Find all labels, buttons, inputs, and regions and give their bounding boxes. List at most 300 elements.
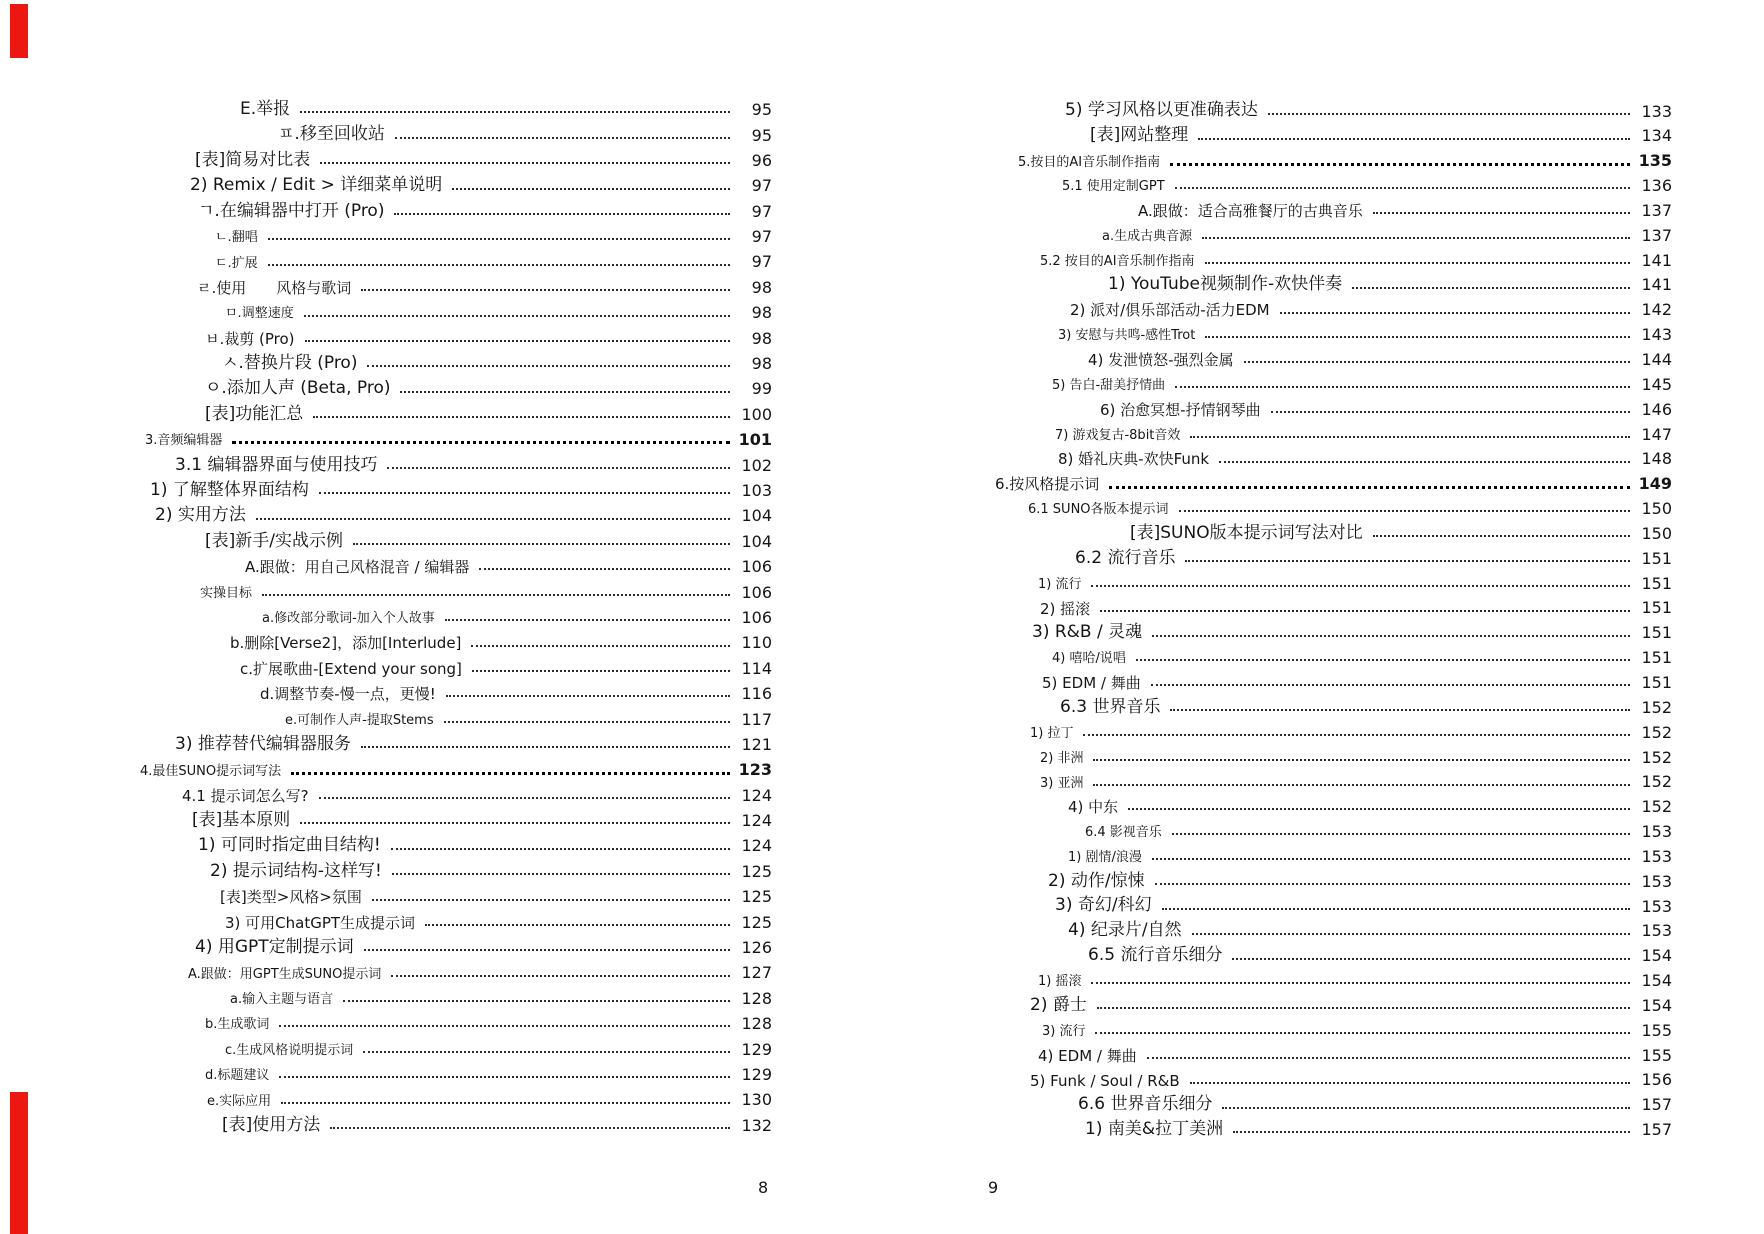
toc-entry xyxy=(995,194,1672,219)
toc-entry xyxy=(995,294,1672,319)
toc-page-number: 147 xyxy=(1641,424,1672,444)
toc-entry-title: 4) 嘻哈/说唱 xyxy=(1052,651,1126,667)
toc-page-number: 114 xyxy=(741,658,772,678)
toc-entry xyxy=(995,890,1672,915)
toc-page-number: 152 xyxy=(1641,797,1672,817)
right-page-number: 9 xyxy=(988,1178,999,1197)
toc-page-number: 116 xyxy=(741,684,772,704)
toc-entry xyxy=(138,677,772,702)
toc-page-number: 129 xyxy=(741,1064,772,1084)
toc-entry xyxy=(995,443,1672,468)
toc-page-number: 154 xyxy=(1641,946,1672,966)
toc-entry xyxy=(138,855,772,880)
toc-entry-title: 3.1 编辑器界面与使用技巧 xyxy=(175,454,378,475)
dotted-leader xyxy=(1233,1131,1630,1133)
toc-entry xyxy=(995,940,1672,965)
toc-page-number: 95 xyxy=(751,125,772,145)
toc-entry xyxy=(995,915,1672,940)
toc-page-number: 149 xyxy=(1638,474,1672,494)
left-page-number: 8 xyxy=(758,1178,769,1197)
toc-entry xyxy=(138,931,772,956)
toc-entry-title: ㅍ.移至回收站 xyxy=(278,124,385,145)
toc-entry xyxy=(138,195,772,220)
toc-entry xyxy=(138,1083,772,1108)
toc-page-number: 132 xyxy=(741,1115,772,1135)
toc-entry xyxy=(995,716,1672,741)
toc-page-number: 126 xyxy=(741,938,772,958)
toc-entry-title: 3) 推荐替代编辑器服务 xyxy=(175,733,351,754)
dotted-leader xyxy=(1202,237,1630,239)
toc-page-number: 97 xyxy=(751,176,772,196)
dotted-leader xyxy=(1271,411,1630,413)
toc-entry-title: ㅇ.添加人声 (Beta, Pro) xyxy=(205,378,391,399)
toc-page-number: 103 xyxy=(741,480,772,500)
red-edge-mark-top xyxy=(10,4,28,58)
toc-entry-title: 1) 南美&拉丁美洲 xyxy=(1085,1119,1224,1140)
toc-entry xyxy=(138,93,772,118)
toc-entry-title: 1) 剧情/浪漫 xyxy=(1068,850,1142,866)
toc-page-number: 98 xyxy=(751,328,772,348)
toc-page-number: 148 xyxy=(1641,449,1672,469)
toc-entry-title: E.举报 xyxy=(240,99,291,120)
toc-page-number: 152 xyxy=(1641,747,1672,767)
toc-page-number: 124 xyxy=(741,836,772,856)
toc-entry xyxy=(138,550,772,575)
toc-entry xyxy=(138,753,772,778)
toc-entry-title: 2) 实用方法 xyxy=(155,505,246,526)
dotted-leader xyxy=(394,213,730,215)
toc-entry xyxy=(138,499,772,524)
toc-entry-title: c.扩展歌曲-[Extend your song] xyxy=(240,659,462,678)
toc-entry xyxy=(138,144,772,169)
dotted-leader xyxy=(268,264,730,266)
dotted-leader xyxy=(281,1102,730,1104)
toc-entry-title: 2) Remix / Edit > 详细菜单说明 xyxy=(190,175,443,196)
dotted-leader xyxy=(1152,858,1630,860)
dotted-leader xyxy=(279,1076,730,1078)
toc-entry xyxy=(995,319,1672,344)
toc-entry-title: 5) 学习风格以更准确表达 xyxy=(1065,100,1258,121)
toc-entry-title: ㅁ.调整速度 xyxy=(225,306,294,322)
toc-page-number: 137 xyxy=(1641,200,1672,220)
dotted-leader xyxy=(1097,1007,1630,1009)
toc-entry-title: 6.6 世界音乐细分 xyxy=(1078,1094,1213,1115)
toc-entry xyxy=(995,865,1672,890)
toc-page-number: 152 xyxy=(1641,772,1672,792)
toc-entry xyxy=(138,525,772,550)
dotted-leader xyxy=(304,315,730,317)
toc-entry-title: 6.1 SUNO各版本提示词 xyxy=(1028,502,1169,518)
toc-page-number: 150 xyxy=(1641,523,1672,543)
dotted-leader xyxy=(391,975,730,977)
toc-page-number: 135 xyxy=(1638,151,1672,171)
toc-entry-title: ㄹ.使用 风格与歌词 xyxy=(197,278,352,297)
dotted-leader xyxy=(1136,659,1630,661)
toc-page-number: 98 xyxy=(751,303,772,323)
toc-entry xyxy=(138,728,772,753)
dotted-leader xyxy=(1198,138,1630,140)
toc-entry xyxy=(995,989,1672,1014)
dotted-leader xyxy=(262,594,730,596)
toc-page-number: 151 xyxy=(1641,598,1672,618)
dotted-leader xyxy=(1155,883,1630,885)
toc-entry xyxy=(995,840,1672,865)
toc-entry-title: 8) 婚礼庆典-欢快Funk xyxy=(1058,450,1210,469)
toc-entry-title: 1) 了解整体界面结构 xyxy=(150,479,309,500)
dotted-leader xyxy=(320,162,730,164)
toc-page-number: 151 xyxy=(1641,548,1672,568)
toc-page-number: 123 xyxy=(738,760,772,780)
toc-page-number: 124 xyxy=(741,785,772,805)
toc-page-number: 106 xyxy=(741,557,772,577)
toc-page-number: 128 xyxy=(741,988,772,1008)
toc-page-number: 153 xyxy=(1641,822,1672,842)
dotted-leader xyxy=(425,924,730,926)
toc-entry-title: 6.5 流行音乐细分 xyxy=(1088,945,1223,966)
toc-entry-title: a.输入主题与语言 xyxy=(230,992,334,1008)
dotted-leader xyxy=(1091,585,1630,587)
toc-page-number: 153 xyxy=(1641,846,1672,866)
toc-entry-title: b.删除[Verse2]，添加[Interlude] xyxy=(230,634,462,653)
toc-page-number: 121 xyxy=(741,734,772,754)
toc-entry xyxy=(995,145,1672,170)
dotted-leader xyxy=(367,365,730,367)
dotted-leader xyxy=(319,797,730,799)
toc-entry xyxy=(995,1014,1672,1039)
toc-entry-title: A.跟做：用GPT生成SUNO提示词 xyxy=(188,966,382,982)
toc-page-number: 151 xyxy=(1641,648,1672,668)
toc-page-number: 155 xyxy=(1641,1020,1672,1040)
toc-entry xyxy=(995,493,1672,518)
toc-entry-title: 3) R&B / 灵魂 xyxy=(1032,622,1143,643)
toc-entry-title: 1) YouTube视频制作-欢快伴奏 xyxy=(1108,274,1343,295)
toc-entry xyxy=(138,652,772,677)
dotted-leader xyxy=(1185,560,1630,562)
toc-entry xyxy=(995,567,1672,592)
toc-page-number: 102 xyxy=(741,455,772,475)
toc-entry xyxy=(995,1114,1672,1139)
toc-entry xyxy=(995,691,1672,716)
dotted-leader xyxy=(479,568,730,570)
dotted-leader xyxy=(1162,908,1630,910)
dotted-leader xyxy=(452,188,730,190)
toc-entry-title: 5.按目的AI音乐制作指南 xyxy=(1018,154,1161,170)
dotted-leader xyxy=(279,1025,730,1027)
toc-entry-title: 6.按风格提示词 xyxy=(995,475,1100,494)
toc-entry xyxy=(138,880,772,905)
dotted-leader xyxy=(361,746,730,748)
toc-page-number: 95 xyxy=(751,100,772,120)
toc-entry-title: 实操目标 xyxy=(200,585,253,601)
toc-page-number: 104 xyxy=(741,506,772,526)
dotted-leader xyxy=(1219,461,1630,463)
dotted-leader xyxy=(1083,734,1630,736)
toc-entry-title: d.调整节奏-慢一点，更慢! xyxy=(260,685,436,704)
toc-entry xyxy=(138,271,772,296)
dotted-leader xyxy=(1205,262,1630,264)
dotted-leader xyxy=(268,238,730,240)
toc-entry xyxy=(995,666,1672,691)
toc-entry xyxy=(995,542,1672,567)
toc-page-number: 106 xyxy=(741,582,772,602)
toc-page-number: 97 xyxy=(751,227,772,247)
toc-page-number: 141 xyxy=(1641,275,1672,295)
toc-entry xyxy=(138,575,772,600)
toc-page-number: 150 xyxy=(1641,499,1672,519)
dotted-leader xyxy=(1280,312,1630,314)
toc-entry-title: 5.2 按目的AI音乐制作指南 xyxy=(1040,253,1195,269)
toc-entry-title: A.跟做：适合高雅餐厅的古典音乐 xyxy=(1138,202,1363,221)
toc-entry xyxy=(138,779,772,804)
toc-entry xyxy=(138,804,772,829)
toc-page-number: 133 xyxy=(1641,101,1672,121)
toc-page-number: 134 xyxy=(1641,126,1672,146)
dotted-leader xyxy=(391,848,730,850)
toc-page-number: 154 xyxy=(1641,971,1672,991)
dotted-leader xyxy=(1192,933,1630,935)
dotted-leader xyxy=(319,492,730,494)
dotted-leader xyxy=(1373,212,1630,214)
toc-entry xyxy=(995,1089,1672,1114)
toc-entry-title: 1) 拉丁 xyxy=(1030,725,1074,741)
toc-page-number: 145 xyxy=(1641,374,1672,394)
toc-entry xyxy=(995,617,1672,642)
red-edge-mark-bottom xyxy=(10,1092,28,1234)
dotted-leader xyxy=(364,949,730,951)
toc-entry xyxy=(138,220,772,245)
dotted-leader xyxy=(1190,436,1630,438)
toc-entry-title: b.生成歌词 xyxy=(205,1017,270,1033)
toc-entry xyxy=(995,368,1672,393)
toc-page-number: 98 xyxy=(751,354,772,374)
toc-entry xyxy=(995,120,1672,145)
toc-page-number: 125 xyxy=(741,887,772,907)
dotted-leader xyxy=(446,695,730,697)
toc-entry xyxy=(995,965,1672,990)
dotted-leader xyxy=(1093,784,1630,786)
toc-entry xyxy=(138,1058,772,1083)
dotted-leader xyxy=(1152,635,1630,637)
toc-entry-title: [表]功能汇总 xyxy=(205,403,304,424)
toc-page-number: 157 xyxy=(1641,1095,1672,1115)
toc-entry-title: 6) 治愈冥想-抒情钢琴曲 xyxy=(1100,400,1261,419)
toc-entry-title: 4.1 提示词怎么写? xyxy=(182,786,309,805)
toc-entry-title: 1) 流行 xyxy=(1038,576,1082,592)
toc-entry xyxy=(995,468,1672,493)
toc-entry-title: 5.1 使用定制GPT xyxy=(1062,179,1165,195)
dotted-leader xyxy=(1172,833,1630,835)
toc-entry xyxy=(138,169,772,194)
toc-entry xyxy=(995,1064,1672,1089)
toc-entry-title: [表]基本原则 xyxy=(192,809,291,830)
toc-entry-title: 5) 告白-甜美抒情曲 xyxy=(1052,378,1166,394)
toc-column-right xyxy=(995,95,1672,1138)
toc-entry xyxy=(995,269,1672,294)
toc-page-number: 125 xyxy=(741,861,772,881)
dotted-leader xyxy=(1128,808,1630,810)
dotted-leader xyxy=(1151,684,1630,686)
toc-entry xyxy=(138,245,772,270)
dotted-leader xyxy=(1190,1082,1630,1084)
toc-page-number: 98 xyxy=(751,277,772,297)
toc-page-number: 151 xyxy=(1641,672,1672,692)
dotted-leader xyxy=(395,137,730,139)
toc-page-number: 99 xyxy=(751,379,772,399)
toc-page-number: 96 xyxy=(751,150,772,170)
toc-page-number: 130 xyxy=(741,1090,772,1110)
toc-entry xyxy=(138,956,772,981)
toc-entry xyxy=(995,244,1672,269)
toc-entry xyxy=(995,791,1672,816)
dotted-leader xyxy=(392,873,730,875)
dotted-leader xyxy=(471,645,730,647)
toc-page-number: 104 xyxy=(741,531,772,551)
dotted-leader xyxy=(353,543,730,545)
toc-page-number: 110 xyxy=(741,633,772,653)
dotted-leader xyxy=(444,721,730,723)
dotted-leader xyxy=(363,1051,730,1053)
toc-entry xyxy=(138,601,772,626)
toc-page-number: 106 xyxy=(741,607,772,627)
toc-column-left xyxy=(138,93,772,1134)
dotted-leader xyxy=(372,899,730,901)
toc-page-number: 143 xyxy=(1641,325,1672,345)
toc-entry xyxy=(995,418,1672,443)
toc-entry-title: ㅂ.裁剪 (Pro) xyxy=(205,329,295,348)
toc-entry xyxy=(138,118,772,143)
toc-entry-title: a.生成古典音源 xyxy=(1102,229,1193,245)
toc-entry-title: ㅅ.替换片段 (Pro) xyxy=(222,352,358,373)
toc-page-number: 101 xyxy=(738,430,772,450)
toc-entry-title: e.实际应用 xyxy=(207,1093,272,1109)
toc-entry xyxy=(138,702,772,727)
toc-entry-title: 3) 奇幻/科幻 xyxy=(1055,895,1152,916)
toc-entry xyxy=(995,393,1672,418)
toc-page-number: 153 xyxy=(1641,896,1672,916)
dotted-leader xyxy=(445,619,730,621)
toc-entry-title: 3) 安慰与共鸣-感性Trot xyxy=(1058,328,1196,344)
toc-page-number: 152 xyxy=(1641,697,1672,717)
toc-entry-title: [表]简易对比表 xyxy=(195,149,311,170)
toc-page-number: 137 xyxy=(1641,225,1672,245)
dotted-leader xyxy=(313,416,730,418)
dotted-leader xyxy=(1095,1032,1630,1034)
toc-entry xyxy=(995,1039,1672,1064)
toc-page-number: 124 xyxy=(741,811,772,831)
dotted-leader xyxy=(1109,486,1630,489)
toc-entry xyxy=(995,170,1672,195)
toc-entry-title: [表]类型>风格>氛围 xyxy=(220,888,362,907)
dotted-leader xyxy=(1093,759,1630,761)
dotted-leader xyxy=(256,518,730,520)
dotted-leader xyxy=(1175,386,1630,388)
toc-entry-title: 4) 中东 xyxy=(1068,798,1119,817)
toc-entry xyxy=(995,642,1672,667)
toc-entry-title: a.修改部分歌词-加入个人故事 xyxy=(262,611,435,627)
dotted-leader xyxy=(1179,510,1630,512)
toc-entry-title: ㄱ.在编辑器中打开 (Pro) xyxy=(198,200,385,221)
toc-entry-title: [表]网站整理 xyxy=(1090,125,1189,146)
toc-entry xyxy=(138,398,772,423)
dotted-leader xyxy=(361,289,730,291)
toc-entry-title: 6.3 世界音乐 xyxy=(1060,696,1161,717)
toc-entry-title: 5) Funk / Soul / R&B xyxy=(1030,1071,1180,1090)
toc-entry-title: [表]新手/实战示例 xyxy=(205,530,343,551)
toc-entry-title: 4) 发泄愤怒-强烈金属 xyxy=(1088,351,1234,370)
toc-page-number: 156 xyxy=(1641,1070,1672,1090)
dotted-leader xyxy=(343,1000,730,1002)
toc-entry xyxy=(138,1007,772,1032)
dotted-leader xyxy=(1175,187,1630,189)
toc-entry-title: 2) 动作/惊悚 xyxy=(1048,870,1145,891)
dotted-leader xyxy=(1147,1057,1630,1059)
toc-entry-title: 3) 流行 xyxy=(1042,1024,1086,1040)
dotted-leader xyxy=(387,467,730,469)
toc-entry-title: A.跟做：用自己风格混音 / 编辑器 xyxy=(245,558,470,577)
toc-page-number: 125 xyxy=(741,912,772,932)
toc-entry xyxy=(138,322,772,347)
dotted-leader xyxy=(232,441,730,444)
toc-entry-title: [表]使用方法 xyxy=(222,1114,321,1135)
toc-page-number: 157 xyxy=(1641,1120,1672,1140)
toc-entry xyxy=(138,982,772,1007)
toc-entry-title: 5) EDM / 舞曲 xyxy=(1042,674,1141,693)
dotted-leader xyxy=(1268,113,1630,115)
toc-entry xyxy=(138,474,772,499)
dotted-leader xyxy=(330,1127,730,1129)
toc-entry xyxy=(995,766,1672,791)
toc-entry xyxy=(995,815,1672,840)
toc-entry-title: 1) 可同时指定曲目结构! xyxy=(198,835,381,856)
toc-entry xyxy=(138,347,772,372)
dotted-leader xyxy=(1091,982,1630,984)
toc-entry xyxy=(995,343,1672,368)
toc-page-number: 117 xyxy=(741,709,772,729)
toc-entry-title: [表]SUNO版本提示词写法对比 xyxy=(1130,522,1363,543)
toc-entry xyxy=(138,296,772,321)
dotted-leader xyxy=(1373,535,1630,537)
toc-entry-title: c.生成风格说明提示词 xyxy=(225,1042,354,1058)
toc-page-number: 129 xyxy=(741,1039,772,1059)
dotted-leader xyxy=(1170,163,1630,166)
dotted-leader xyxy=(1232,958,1630,960)
dotted-leader xyxy=(1352,287,1630,289)
toc-page-number: 127 xyxy=(741,963,772,983)
dotted-leader xyxy=(291,772,730,775)
toc-entry-title: 4) 纪录片/自然 xyxy=(1068,920,1182,941)
toc-entry-title: 2) 派对/俱乐部活动-活力EDM xyxy=(1070,301,1270,320)
dotted-leader xyxy=(472,670,730,672)
toc-entry xyxy=(995,517,1672,542)
toc-page-number: 142 xyxy=(1641,300,1672,320)
dotted-leader xyxy=(1100,610,1630,612)
toc-page-number: 144 xyxy=(1641,350,1672,370)
toc-entry-title: ㄷ.扩展 xyxy=(215,255,258,271)
toc-entry-title: 3) 可用ChatGPT生成提示词 xyxy=(225,913,416,932)
toc-entry-title: 4) 用GPT定制提示词 xyxy=(195,936,354,957)
toc-entry-title: 6.4 影视音乐 xyxy=(1085,825,1162,841)
toc-entry-title: e.可制作人声-提取Stems xyxy=(285,712,434,728)
toc-page-number: 152 xyxy=(1641,722,1672,742)
toc-entry xyxy=(995,741,1672,766)
toc-page-number: 97 xyxy=(751,252,772,272)
toc-entry-title: 2) 摇滚 xyxy=(1040,599,1091,618)
dotted-leader xyxy=(305,340,730,342)
toc-page-number: 100 xyxy=(741,404,772,424)
dotted-leader xyxy=(1244,361,1630,363)
dotted-leader xyxy=(1222,1107,1630,1109)
toc-entry-title: 1) 摇滚 xyxy=(1038,974,1082,990)
